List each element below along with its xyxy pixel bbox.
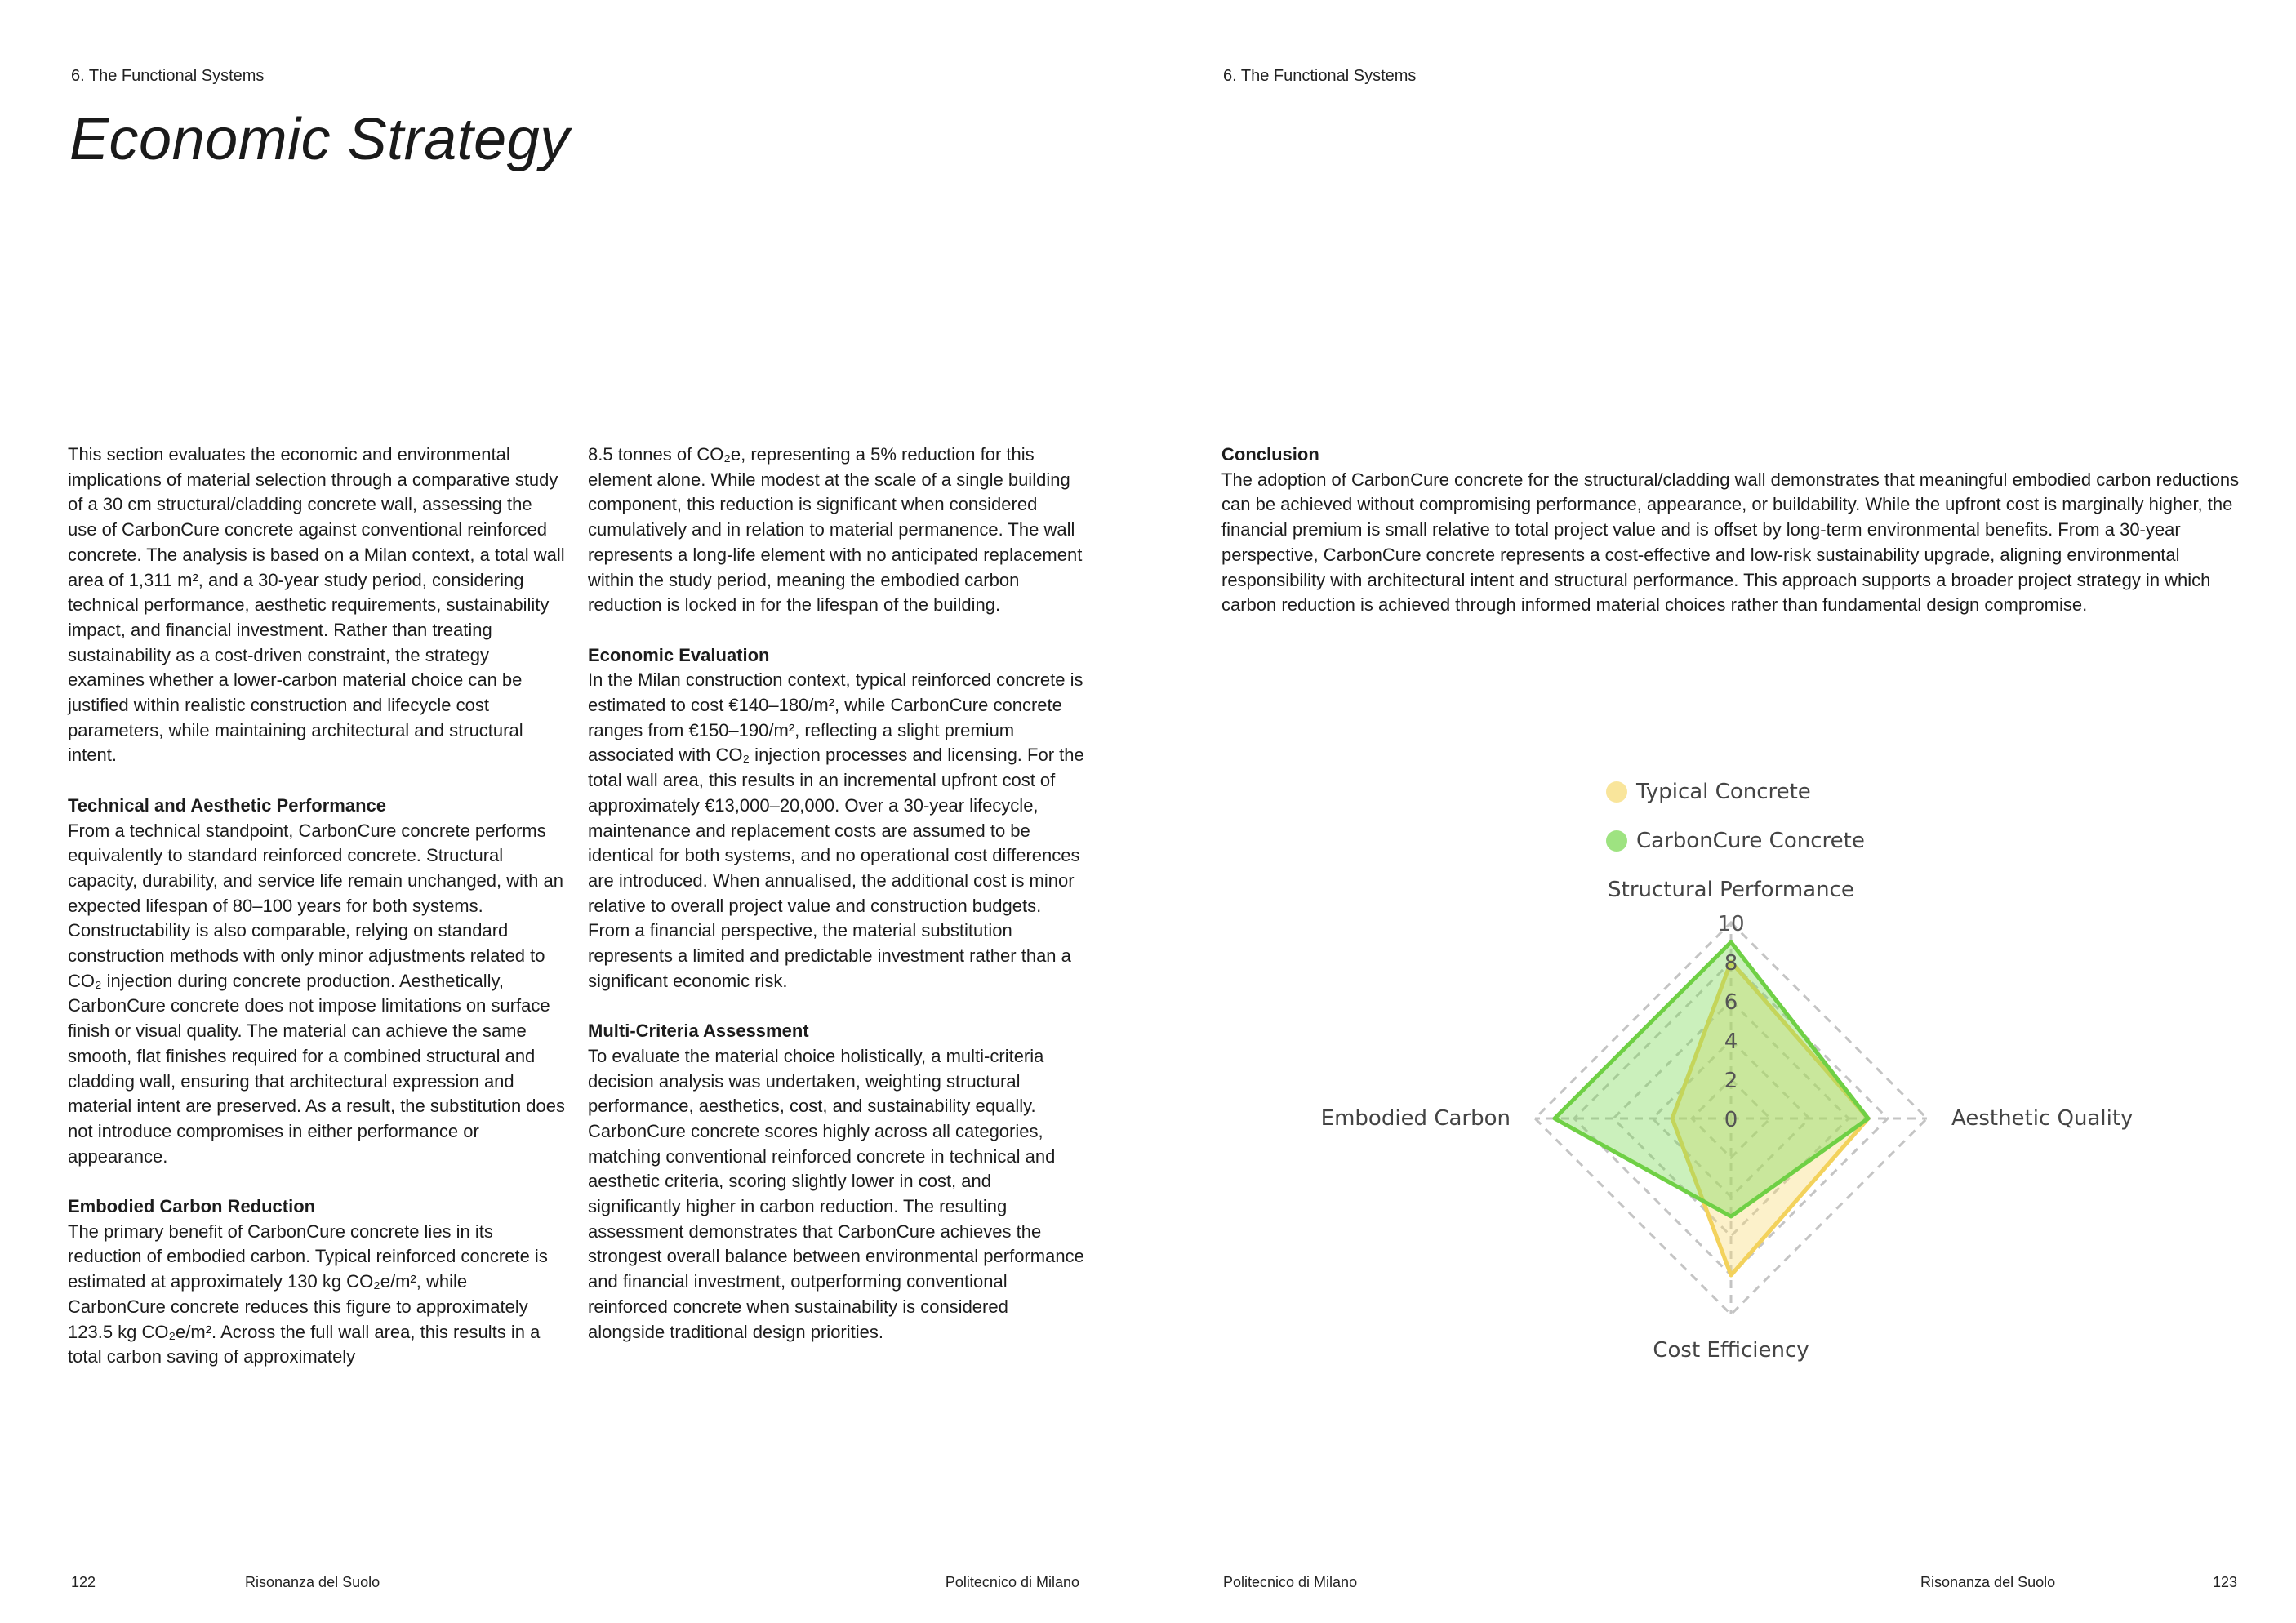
legend-swatch: [1606, 830, 1627, 852]
radar-axis-label: Aesthetic Quality: [1951, 1106, 2134, 1131]
radar-tick-label: 2: [1724, 1069, 1738, 1093]
heading-technical: Technical and Aesthetic Performance: [68, 794, 387, 816]
running-head-left: 6. The Functional Systems: [71, 67, 265, 85]
radar-axis-label: Structural Performance: [1608, 878, 1854, 902]
multi-criteria-paragraph: To evaluate the material choice holistically, a multi-criteria decision analysis was undertaken, weighting structural performance, aesthetics, cost, and sustainability equally. CarbonCure concrete scores highly across all categories, matching conventional reinforced concrete in technical and aesthetic criteria, scoring slightly lower in cost, and significantly higher in carbon reduction. The resulting assessment demonstrates that CarbonCure achieves the strongest overall balance between environmental performance and financial investment, outperforming conventional reinforced concrete when sustainability is considered alongside traditional design priorities.: [588, 1045, 1084, 1342]
text-column-2: [588, 442, 1086, 1345]
radar-tick-label: 6: [1724, 990, 1738, 1015]
radar-tick-label: 4: [1724, 1029, 1738, 1054]
embodied-paragraph: The primary benefit of CarbonCure concrete lies in its reduction of embodied carbon. Typical reinforced concrete is estimated at approximately 130 kg CO₂e/m², while CarbonCure concrete reduces this figure to approximately 123.5 kg CO₂e/m². Across the full wall area, this results in a total carbon saving of approximately: [68, 1221, 548, 1367]
footer-institution-right: Politecnico di Milano: [1223, 1574, 1358, 1590]
radar-tick-label: 0: [1724, 1108, 1738, 1132]
heading-embodied: Embodied Carbon Reduction: [68, 1196, 316, 1217]
legend-label: CarbonCure Concrete: [1636, 829, 1865, 853]
page-number-left: 122: [71, 1574, 96, 1590]
radar-axis-label: Embodied Carbon: [1320, 1106, 1511, 1131]
economic-paragraph: In the Milan construction context, typical reinforced concrete is estimated to cost €140–180/m², while CarbonCure concrete ranges from €150–190/m², reflecting a slight premium associated with CO₂ injection processes and licensing. For the total wall area, this results in an incremental upfront cost of approximately €13,000–20,000. Over a 30-year lifecycle, maintenance and replacement costs are assumed to be identical for both systems, and no operational cost differences are introduced. When annualised, the additional cost is minor relative to overall project value and construction budgets. From a financial perspective, the material substitution represents a limited and predictable investment rather than a significant economic risk.: [588, 669, 1084, 991]
conclusion-block: [1221, 442, 2242, 618]
radar-chart: [1306, 767, 2156, 1372]
conclusion-paragraph: The adoption of CarbonCure concrete for the structural/cladding wall demonstrates that meaningful embodied carbon reductions can be achieved without compromising performance, appearance, or buildability. While the upfront cost is marginally higher, the financial premium is small relative to total project value and is offset by long-term environmental benefits. From a 30-year perspective, CarbonCure concrete represents a cost-effective and low-risk sustainability upgrade, aligning environmental responsibility with architectural intent and structural performance. This approach supports a broader project strategy in which carbon reduction is achieved through informed material choices rather than fundamental design compromise.: [1221, 469, 2240, 616]
radar-axis-label: Cost Efficiency: [1653, 1338, 1809, 1363]
radar-tick-label: 10: [1717, 912, 1745, 936]
heading-multi-criteria: Multi-Criteria Assessment: [588, 1020, 809, 1042]
page-number-right: 123: [2212, 1574, 2237, 1590]
running-head-right: 6. The Functional Systems: [1223, 67, 1417, 85]
page-title: Economic Strategy: [69, 107, 570, 172]
carbon-continued-paragraph: 8.5 tonnes of CO₂e, representing a 5% reduction for this element alone. While modest at the scale of a single building component, this reduction is significant when considered cumulatively and in relation to material permanence. The wall represents a long-life element with no anticipated replacement within the study period, meaning the embodied carbon reduction is locked in for the lifespan of the building.: [588, 444, 1083, 616]
intro-paragraph: This section evaluates the economic and environmental implications of material selection through a comparative study of a 30 cm structural/cladding concrete wall, assessing the use of CarbonCure concrete against conventional reinforced concrete. The analysis is based on a Milan context, a total wall area of 1,311 m², and a 30-year study period, considering technical performance, aesthetic requirements, sustainability impact, and financial investment. Rather than treating sustainability as a cost-driven constraint, the strategy examines whether a lower-carbon material choice can be justified within realistic construction and lifecycle cost parameters, while maintaining architectural and structural intent.: [68, 444, 565, 766]
heading-conclusion: Conclusion: [1221, 444, 1319, 465]
legend-label: Typical Concrete: [1636, 780, 1811, 804]
footer-project-left: Risonanza del Suolo: [245, 1574, 380, 1590]
legend-swatch: [1606, 781, 1627, 803]
footer-institution-left: Politecnico di Milano: [945, 1574, 1079, 1590]
technical-paragraph: From a technical standpoint, CarbonCure concrete performs equivalently to standard reinforced concrete. Structural capacity, durability, and service life remain unchanged, with an expected lifespan of 80–100 years for both systems. Constructability is also comparable, relying on standard construction methods with only minor adjustments related to CO₂ injection during concrete production. Aesthetically, CarbonCure concrete does not impose limitations on surface finish or visual quality. The material can achieve the same smooth, flat finishes required for a combined structural and cladding wall, ensuring that architectural expression and material intent are preserved. As a result, the substitution does not introduce compromises in either performance or appearance.: [68, 820, 565, 1167]
footer-project-right: Risonanza del Suolo: [1920, 1574, 2056, 1590]
radar-tick-label: 8: [1724, 951, 1738, 976]
text-column-1: [68, 442, 566, 1370]
heading-economic: Economic Evaluation: [588, 644, 770, 665]
